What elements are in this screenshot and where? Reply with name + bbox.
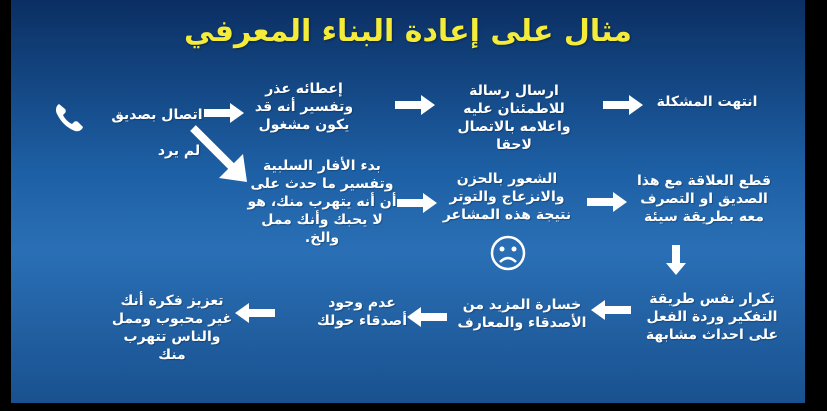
sad-face-icon: [489, 234, 527, 272]
node-excuse: إعطائه عذر وتفسير أنه قد يكون مشغول: [254, 81, 354, 133]
node-feelings: الشعور بالحزن والانزعاج والتوتر نتيجة هذه المشاعر: [442, 171, 572, 223]
node-no-answer: لم يرد: [157, 143, 201, 159]
arrow-right-icon: [204, 103, 244, 123]
node-problem-solved: انتهت المشكلة: [656, 94, 758, 110]
phone-icon: [53, 100, 87, 134]
arrow-down-icon: [666, 245, 686, 275]
arrow-right-icon: [395, 95, 435, 115]
node-cut-relationship: قطع العلاقة مع هذا الصديق او التصرف معه بطريقة سيئة: [636, 173, 772, 225]
slide-title: مثال على إعادة البناء المعرفي: [183, 14, 633, 49]
node-repeat-pattern: تكرار نفس طريقة التفكير وردة الفعل على احداث مشابهة: [645, 291, 779, 343]
node-lose-friends: خسارة المزيد من الأصدقاء والمعارف: [457, 297, 587, 331]
arrow-right-icon: [397, 193, 437, 213]
arrow-left-icon: [591, 300, 631, 320]
slide: [11, 0, 805, 403]
node-send-message: ارسال رسالة للاطمئنان عليه واعلامه بالاتصال لاحقا: [457, 83, 571, 153]
node-no-friends: عدم وجود أصدقاء حولك: [316, 295, 408, 329]
node-call-friend: اتصال بصديق: [111, 107, 203, 123]
node-negative-thoughts: بدء الأفار السلبية وتفسير ما حدث على أن أنه يتهرب منك، هو لا يحبك وأنك ممل والخ.: [247, 158, 397, 246]
arrow-right-icon: [587, 192, 627, 212]
node-reinforce-idea: تعزيز فكرة أنك غير محبوب وممل والناس تتهرب منك: [111, 293, 233, 363]
arrow-left-icon: [235, 303, 275, 323]
